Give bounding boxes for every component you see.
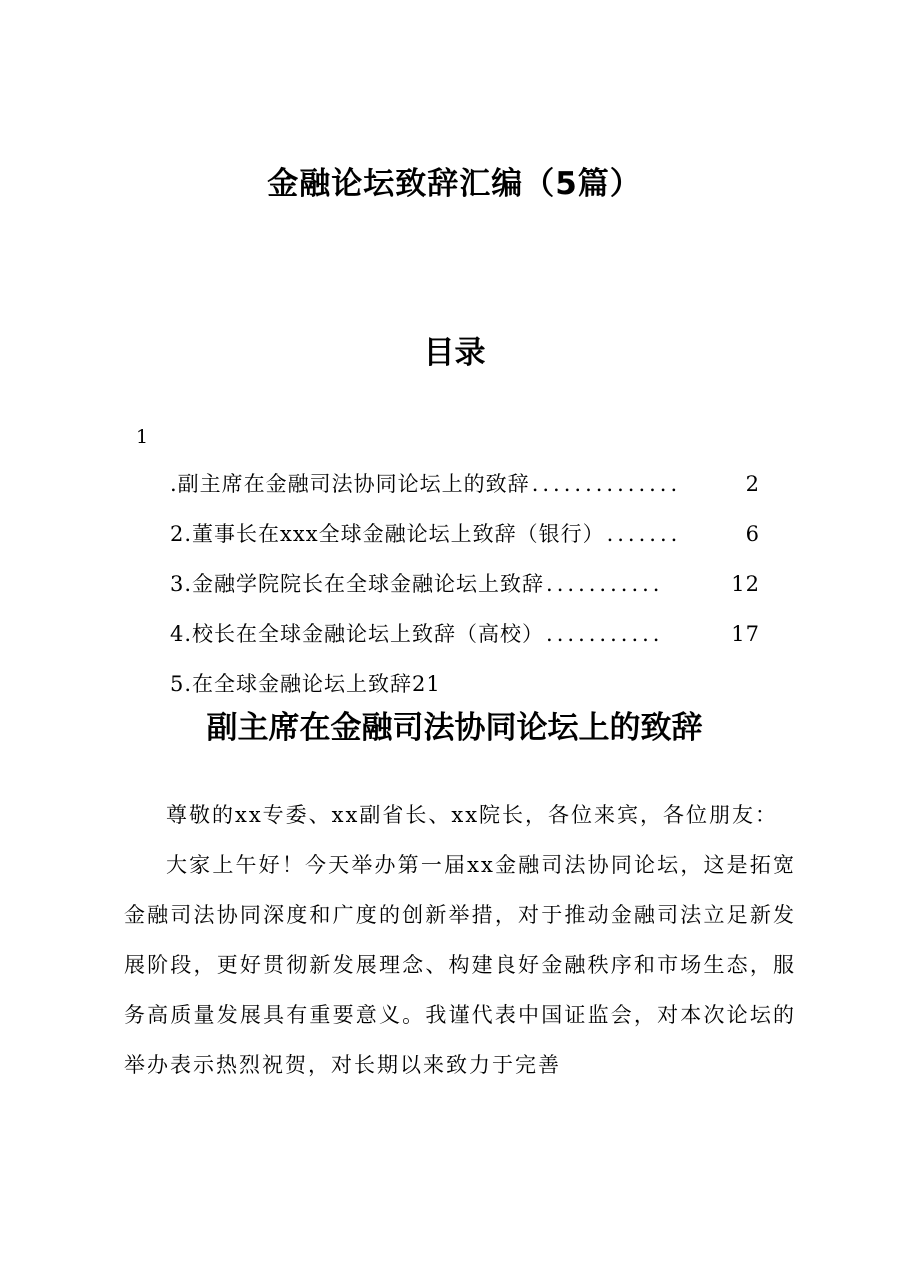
toc-page-number: 17 [731,622,760,646]
speech-body [124,790,796,1090]
toc-entry-2[interactable] [170,514,760,564]
toc-leader-dots: ........... [546,622,664,646]
toc-entry-text: 2.董事长在xxx全球金融论坛上致辞（银行） [170,522,605,546]
toc-entry-text: 4.校长在全球金融论坛上致辞（高校） [170,622,545,646]
toc-page-number: 12 [731,572,760,596]
toc-heading: 目录 [423,335,486,371]
toc-entry-1[interactable] [170,464,760,514]
toc-entry-3[interactable] [170,564,760,614]
paragraph-salutation: 尊敬的xx专委、xx副省长、xx院长，各位来宾，各位朋友： [166,803,779,827]
section-title: 副主席在金融司法协同论坛上的致辞 [206,710,703,746]
toc-leader-dots: ....... [606,522,682,546]
toc-leader-dots: .............. [531,472,682,496]
toc-entry-text: 5.在全球金融论坛上致辞21 [170,672,441,696]
toc-entry-4[interactable] [170,614,760,664]
toc-entry-text: .副主席在金融司法协同论坛上的致辞 [170,472,530,496]
table-of-contents [170,464,760,714]
toc-page-number: 6 [745,522,760,546]
toc-entry-text: 3.金融学院院长在全球金融论坛上致辞 [170,572,545,596]
toc-number: 1 [136,426,149,448]
toc-leader-dots: ........... [546,572,664,596]
paragraph-opening: 大家上午好！今天举办第一届xx金融司法协同论坛，这是拓宽金融司法协同深度和广度的创新举措，对于推动金融司法立足新发展阶段，更好贯彻新发展理念、构建良好金融秩序和市场生态，服务高质量发展具有重要意义。我谨代表中国证监会，对本次论坛的举办表示热烈祝贺，对长期以来致力于完善 [124,853,796,1077]
document-title: 金融论坛致辞汇编（5篇） [267,166,642,202]
toc-page-number: 2 [745,472,760,496]
